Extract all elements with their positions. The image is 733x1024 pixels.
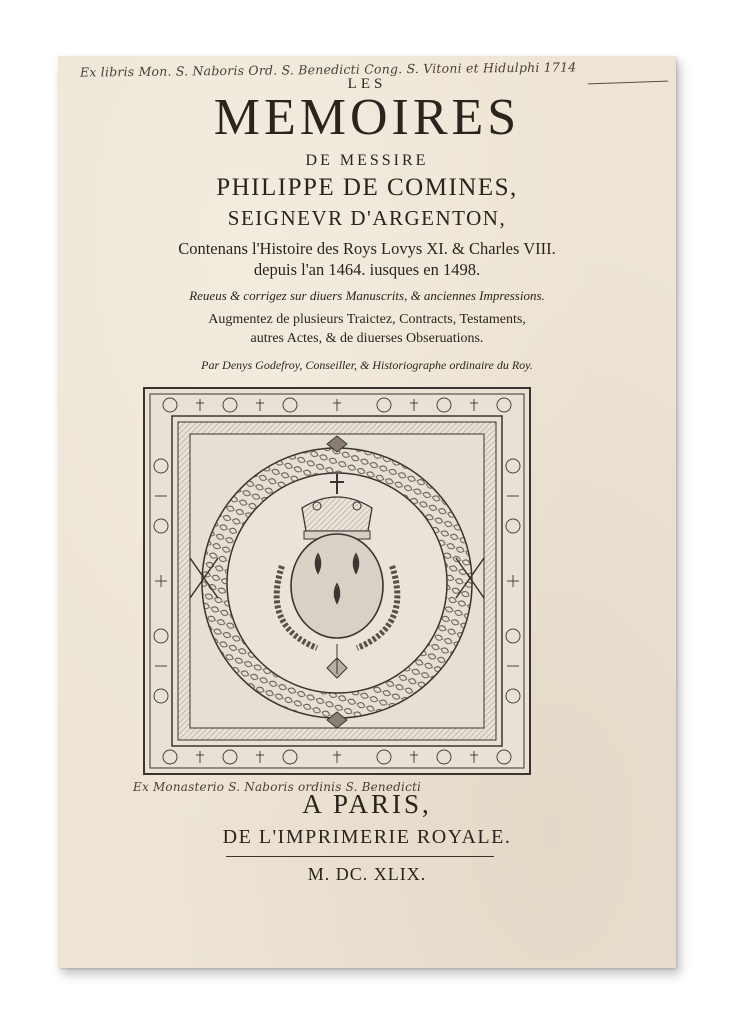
imprint-place: A PARIS,	[302, 789, 432, 819]
imprint-date: M. DC. XLIX.	[307, 864, 427, 884]
contents-line-2: depuis l'an 1464. iusques en 1498.	[253, 260, 481, 279]
title-les: LES	[347, 76, 387, 92]
augmented-line-1: Augmentez de plusieurs Traictez, Contracts, Testaments,	[208, 312, 526, 327]
contents-line-1: Contenans l'Histoire des Roys Lovys XI. & Charles VIII.	[178, 239, 556, 258]
title-de-messire: DE MESSIRE	[305, 152, 429, 169]
revised-line: Reueus & corrigez sur diuers Manuscrits, & anciennes Impressions.	[189, 288, 545, 303]
imprint-printer: DE L'IMPRIMERIE ROYALE.	[222, 826, 512, 848]
title-memoires: MEMOIRES	[213, 89, 521, 146]
royal-arms-vignette	[142, 386, 532, 776]
editor-line: Par Denys Godefroy, Conseiller, & Historiographe ordinaire du Roy.	[201, 358, 533, 372]
author-name: PHILIPPE DE COMINES,	[216, 174, 518, 201]
bottom-manuscript-inscription: Ex Monasterio S. Naboris ordinis S. Benedicti	[133, 780, 422, 794]
top-manuscript-inscription: Ex libris Mon. S. Naboris Ord. S. Benedicti Cong. S. Vitoni et Hidulphi 1714	[79, 59, 577, 80]
imprint-rule	[226, 856, 494, 857]
author-title: SEIGNEVR D'ARGENTON,	[227, 206, 507, 230]
title-page	[58, 56, 676, 968]
augmented-line-2: autres Actes, & de diuerses Obseruations.	[250, 331, 484, 346]
